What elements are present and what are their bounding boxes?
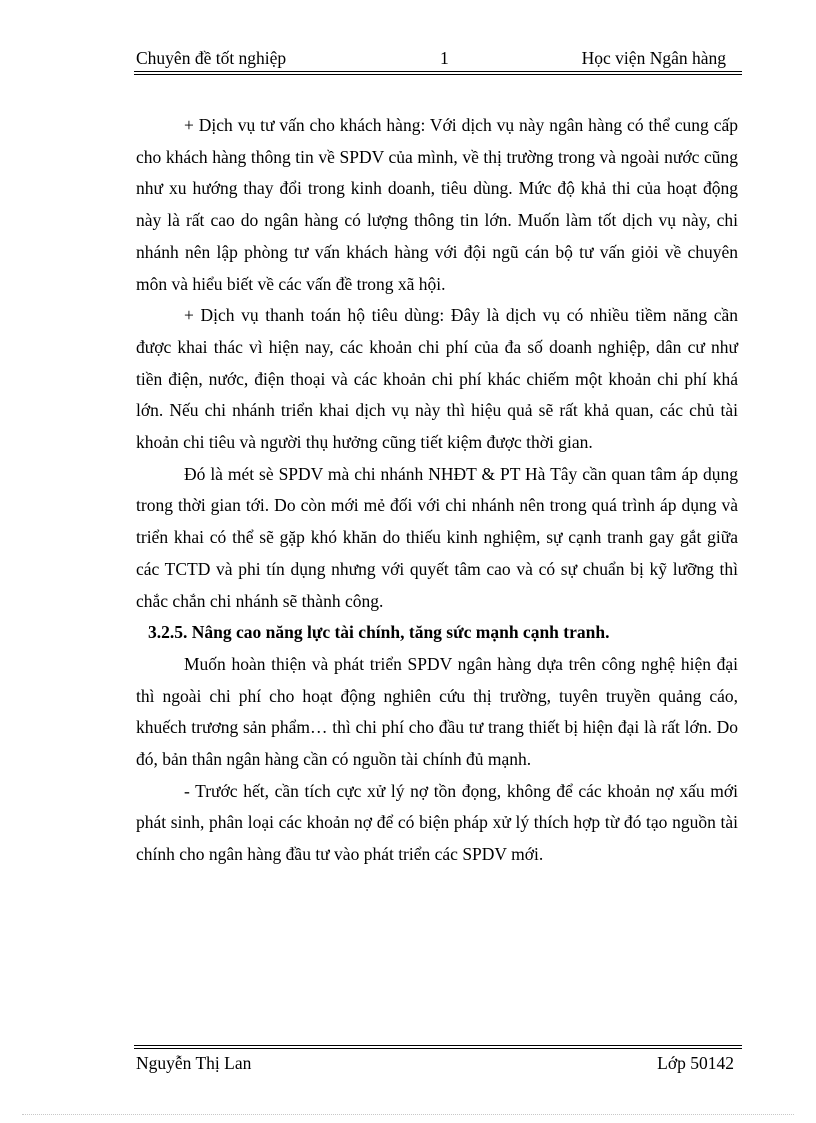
paragraph-financial-capacity: Muốn hoàn thiện và phát triển SPDV ngân hàng dựa trên công nghệ hiện đại thì ngoài chi phí cho hoạt động nghiên cứu thị trường, tuyên truyền quảng cáo, khuếch trương sản phẩm… thì chi phí cho đầu tư trang thiết bị hiện đại là rất lớn. Do đó, bản thân ngân hàng cần có nguồn tài chính đủ mạnh. [136,653,738,770]
header-page-number: 1 [440,48,449,68]
page-footer [136,1053,738,1077]
page-body [136,110,738,871]
paragraph-consulting-service: + Dịch vụ tư vấn cho khách hàng: Với dịch vụ này ngân hàng có thể cung cấp cho khách hàng thông tin về SPDV của mình, về thị trường trong và ngoài nước cũng như xu hướng thay đổi trong kinh doanh, tiêu dùng. Mức độ khả thi của hoạt động này là rất cao do ngân hàng có lượng thông tin lớn. Muốn làm tốt dịch vụ này, chi nhánh nên lập phòng tư vấn khách hàng với đội ngũ cán bộ tư vấn giỏi về chuyên môn và hiểu biết về các vấn đề trong xã hội. [136,115,738,294]
paragraph-payment-service: + Dịch vụ thanh toán hộ tiêu dùng: Đây là dịch vụ có nhiều tiềm năng cần được khai thác vì hiện nay, các khoản chi phí của đa số doanh nghiệp, dân cư như tiền điện, nước, điện thoại và các khoản chi phí khác chiếm một khoản chi phí khá lớn. Nếu chi nhánh triển khai dịch vụ này thì hiệu quả sẽ rất khả quan, các chủ tài khoản chi tiêu và người thụ hưởng cũng tiết kiệm được thời gian. [136,305,738,453]
paragraph-summary: Đó là mét sè SPDV mà chi nhánh NHĐT & PT Hà Tây cần quan tâm áp dụng trong thời gian tới. Do còn mới mẻ đối với chi nhánh nên trong quá trình áp dụng và triển khai có thể sẽ gặp khó khăn do thiếu kinh nghiệm, sự cạnh tranh gay gắt giữa các TCTD và phi tín dụng nhưng với quyết tâm cao và có sự chuẩn bị kỹ lưỡng thì chắc chắn chi nhánh sẽ thành công. [136,463,738,611]
header-document-type: Chuyên đề tốt nghiệp [136,48,287,68]
footer-class: Lớp 50142 [657,1053,734,1073]
header-institution: Học viện Ngân hàng [581,48,726,68]
page-bottom-dotted-line [22,1114,794,1115]
footer-author: Nguyễn Thị Lan [136,1053,252,1073]
footer-divider [134,1045,742,1049]
section-heading: 3.2.5. Nâng cao năng lực tài chính, tăng sức mạnh cạnh tranh. [148,622,610,643]
paragraph-debt-handling: - Trước hết, cần tích cực xử lý nợ tồn đọng, không để các khoản nợ xấu mới phát sinh, phân loại các khoản nợ để có biện pháp xử lý thích hợp từ đó tạo nguồn tài chính cho ngân hàng đầu tư vào phát triển các SPDV mới. [136,780,738,865]
header-divider [134,71,742,75]
page-header [136,48,740,72]
